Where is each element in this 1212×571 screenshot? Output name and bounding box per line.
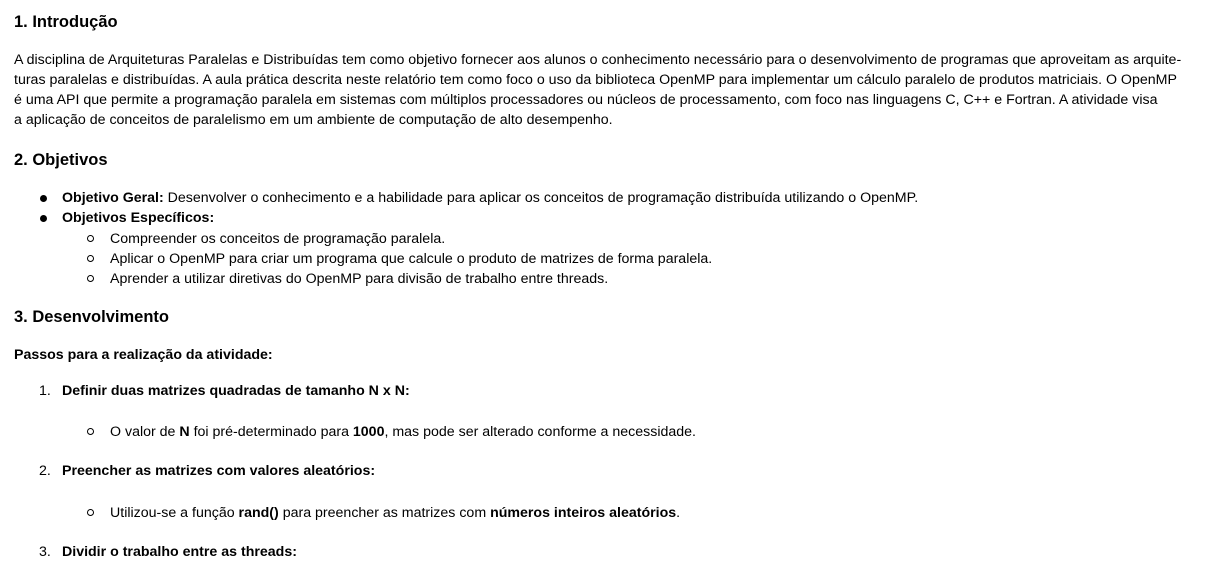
step-2-detail-part-a: Utilizou-se a função: [110, 505, 239, 521]
intro-line-3: é uma API que permite a programação paralela em sistemas com múltiplos processadores ou núcleos de processamento, com foco nas linguagens C, C++ e Fortran. A atividade visa: [14, 92, 1158, 108]
section-title-introducao: 1. Introdução: [14, 13, 118, 31]
step-2-detail-rand: rand(): [238, 505, 279, 521]
bullet-dot-icon: [40, 215, 47, 222]
bullet-circle-icon: [87, 509, 94, 516]
bullet-dot-icon: [40, 195, 47, 202]
step-1-detail-value: 1000: [352, 424, 385, 440]
section-title-desenvolvimento: 3. Desenvolvimento: [14, 308, 169, 326]
step-2-detail-numeros: números inteiros aleatórios: [490, 505, 677, 521]
step-1-detail-n: N: [179, 424, 190, 440]
especifico-1-text: Compreender os conceitos de programação paralela.: [110, 231, 446, 247]
step-2-number: 2.: [39, 463, 51, 479]
step-1-detail-part-e: , mas pode ser alterado conforme a necessidade.: [384, 424, 696, 440]
bullet-circle-icon: [87, 235, 94, 242]
section-title-objetivos: 2. Objetivos: [14, 151, 108, 169]
step-1-detail-part-a: O valor de: [110, 424, 180, 440]
especifico-3-text: Aprender a utilizar diretivas do OpenMP para divisão de trabalho entre threads.: [110, 271, 609, 287]
bullet-circle-icon: [87, 255, 94, 262]
intro-line-1: A disciplina de Arquiteturas Paralelas e Distribuídas tem como objetivo fornecer aos alunos o conhecimento necessário para o desenvolvimento de programas que aproveitam as arquite-: [14, 52, 1182, 68]
bullet-circle-icon: [87, 275, 94, 282]
step-1-number: 1.: [39, 383, 51, 399]
especifico-2-text: Aplicar o OpenMP para criar um programa que calcule o produto de matrizes de forma paralela.: [110, 251, 713, 267]
step-2-detail-part-c: para preencher as matrizes com: [278, 505, 491, 521]
intro-line-4: a aplicação de conceitos de paralelismo em um ambiente de computação de alto desempenho.: [14, 112, 613, 128]
bullet-circle-icon: [87, 428, 94, 435]
step-2-detail-part-e: .: [676, 505, 681, 521]
step-3-number: 3.: [39, 544, 51, 560]
steps-heading: Passos para a realização da atividade:: [14, 347, 273, 363]
step-1-label: Definir duas matrizes quadradas de tamanho N x N:: [62, 383, 410, 399]
objetivo-geral-text: Desenvolver o conhecimento e a habilidade para aplicar os conceitos de programação distribuída utilizando o OpenMP.: [163, 190, 919, 206]
intro-line-2: turas paralelas e distribuídas. A aula prática descrita neste relatório tem como foco o uso da biblioteca OpenMP para implementar um cálculo paralelo de produtos matriciais. O OpenMP: [14, 72, 1177, 88]
step-2-label: Preencher as matrizes com valores aleatórios:: [62, 463, 376, 479]
objetivo-geral-label: Objetivo Geral:: [62, 190, 164, 206]
objetivos-especificos-label: Objetivos Específicos:: [62, 210, 215, 226]
step-1-detail-part-c: foi pré-determinado para: [189, 424, 353, 440]
step-3-label: Dividir o trabalho entre as threads:: [62, 544, 297, 560]
